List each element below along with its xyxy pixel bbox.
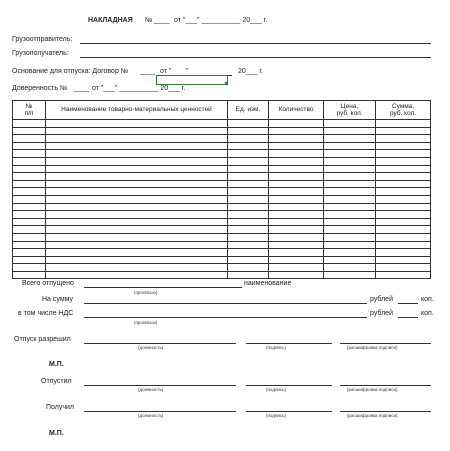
table-cell[interactable] [13,256,46,264]
table-cell[interactable] [324,211,376,219]
vat-words-caption: (прописью) [134,320,158,325]
table-cell[interactable] [46,211,228,219]
table-cell[interactable] [228,203,269,211]
table-cell[interactable] [376,233,431,241]
table-cell[interactable] [269,188,324,196]
table-row [13,211,431,219]
column-header-amount: Сумма, руб. коп. [376,101,431,120]
stamp-place-1: М.П. [49,361,64,368]
table-row [13,203,431,211]
fill-handle[interactable] [225,82,228,85]
table-cell[interactable] [269,157,324,165]
table-cell[interactable] [46,203,228,211]
table-cell[interactable] [13,233,46,241]
table-cell[interactable] [376,241,431,249]
document-date-field[interactable]: от "___" __________ 20___ г. [174,17,268,24]
table-row [13,249,431,257]
table-cell[interactable] [228,127,269,135]
table-cell[interactable] [13,203,46,211]
table-cell[interactable] [376,218,431,226]
released-position-field[interactable] [84,385,236,386]
table-row [13,180,431,188]
table-cell[interactable] [376,256,431,264]
permitted-decoding-caption: (расшифровка подписи) [347,345,398,350]
table-cell[interactable] [324,195,376,203]
table-row [13,241,431,249]
table-cell[interactable] [324,241,376,249]
table-cell[interactable] [228,150,269,158]
table-cell[interactable] [13,249,46,257]
table-cell[interactable] [13,188,46,196]
table-cell[interactable] [376,142,431,150]
table-cell[interactable] [324,203,376,211]
table-cell[interactable] [269,256,324,264]
table-cell[interactable] [13,127,46,135]
table-cell[interactable] [376,188,431,196]
column-header-number: № п/п [13,101,46,120]
contract-year-field[interactable]: 20___ г. [238,68,264,75]
table-cell[interactable] [269,226,324,234]
table-row [13,233,431,241]
table-cell[interactable] [376,195,431,203]
table-cell[interactable] [228,233,269,241]
table-cell[interactable] [269,271,324,279]
table-cell[interactable] [13,264,46,272]
table-cell[interactable] [228,180,269,188]
table-row [13,188,431,196]
table-row [13,173,431,181]
table-cell[interactable] [324,233,376,241]
received-position-caption: (должность) [138,413,164,418]
sum-label: На сумму [42,296,74,303]
table-cell[interactable] [13,271,46,279]
column-header-price: Цена, руб. коп. [324,101,376,120]
table-cell[interactable] [376,226,431,234]
table-cell[interactable] [13,165,46,173]
contract-date-quote: " [186,68,189,75]
table-cell[interactable] [324,173,376,181]
table-cell[interactable] [13,211,46,219]
table-row [13,127,431,135]
table-cell[interactable] [269,150,324,158]
table-cell[interactable] [228,188,269,196]
table-cell[interactable] [46,173,228,181]
table-cell[interactable] [46,142,228,150]
table-cell[interactable] [376,203,431,211]
stamp-place-2: М.П. [49,430,64,437]
table-cell[interactable] [46,195,228,203]
permitted-signature-field[interactable] [246,343,332,344]
table-cell[interactable] [46,150,228,158]
table-cell[interactable] [324,120,376,128]
table-cell[interactable] [376,157,431,165]
table-cell[interactable] [376,165,431,173]
column-header-name: Наименование товарно-материальных ценностей [46,101,228,120]
table-cell[interactable] [269,249,324,257]
table-cell[interactable] [376,249,431,257]
released-decoding-field[interactable] [340,385,431,386]
power-of-attorney-date-field[interactable]: от "___" __________ 20___ г. [92,85,186,92]
table-cell[interactable] [376,127,431,135]
table-cell[interactable] [228,249,269,257]
table-cell[interactable] [228,135,269,143]
released-signature-caption: (подпись) [266,387,287,392]
permitted-decoding-field[interactable] [340,343,431,344]
table-row [13,120,431,128]
table-cell[interactable] [324,135,376,143]
selected-cell[interactable] [156,75,228,85]
table-cell[interactable] [228,157,269,165]
vat-kop-field[interactable] [398,317,418,318]
table-cell[interactable] [46,165,228,173]
table-cell[interactable] [376,180,431,188]
table-row [13,165,431,173]
table-cell[interactable] [46,226,228,234]
table-cell[interactable] [228,241,269,249]
received-position-field[interactable] [84,411,236,412]
vat-label: в том числе НДС [18,310,74,317]
table-row [13,271,431,279]
consignee-label: Грузополучатель: [12,50,69,57]
sum-rub-label: рублей [370,296,393,303]
document-number-field[interactable]: ____ [154,17,170,24]
table-cell[interactable] [46,127,228,135]
table-cell[interactable] [13,218,46,226]
table-cell[interactable] [324,249,376,257]
table-cell[interactable] [13,173,46,181]
table-cell[interactable] [46,135,228,143]
shipper-label: Грузоотправитель: [12,36,73,43]
released-decoding-caption: (расшифровка подписи) [347,387,398,392]
table-cell[interactable] [269,195,324,203]
table-cell[interactable] [376,173,431,181]
table-cell[interactable] [324,218,376,226]
table-row [13,135,431,143]
released-position-caption: (должность) [138,387,164,392]
sum-kop-label: коп. [421,296,434,303]
goods-table [12,100,431,279]
released-signature-field[interactable] [246,385,332,386]
column-header-unit: Ед. изм. [228,101,269,120]
table-cell[interactable] [46,218,228,226]
table-cell[interactable] [228,218,269,226]
table-cell[interactable] [228,142,269,150]
table-cell[interactable] [324,226,376,234]
table-cell[interactable] [13,226,46,234]
vat-rub-label: рублей [370,310,393,317]
table-cell[interactable] [13,180,46,188]
table-cell[interactable] [269,241,324,249]
table-cell[interactable] [376,211,431,219]
table-cell[interactable] [269,173,324,181]
released-total-field[interactable] [84,287,242,288]
table-cell[interactable] [228,264,269,272]
table-cell[interactable] [228,226,269,234]
table-cell[interactable] [269,165,324,173]
table-cell[interactable] [13,157,46,165]
table-cell[interactable] [324,264,376,272]
table-row [13,157,431,165]
received-signature-field[interactable] [246,411,332,412]
table-header-row [13,101,431,120]
table-row [13,264,431,272]
table-cell[interactable] [269,264,324,272]
vat-kop-label: коп. [421,310,434,317]
table-cell[interactable] [269,218,324,226]
table-cell[interactable] [324,188,376,196]
table-cell[interactable] [46,188,228,196]
naming-label: наименование [244,280,292,287]
released-by-label: Отпустил [41,378,72,385]
table-cell[interactable] [269,142,324,150]
table-cell[interactable] [269,135,324,143]
sum-field[interactable] [84,303,367,304]
power-of-attorney-label: Доверенность № [12,85,68,92]
consignee-field[interactable] [80,57,431,58]
table-cell[interactable] [13,142,46,150]
table-row [13,218,431,226]
table-cell[interactable] [13,195,46,203]
table-cell[interactable] [46,157,228,165]
table-cell[interactable] [269,120,324,128]
release-permitted-label: Отпуск разрешил [14,336,71,343]
table-cell[interactable] [269,180,324,188]
table-row [13,142,431,150]
received-decoding-caption: (расшифровка подписи) [347,413,398,418]
table-cell[interactable] [324,127,376,135]
table-row [13,195,431,203]
permitted-position-field[interactable] [84,343,236,344]
table-cell[interactable] [228,211,269,219]
basis-label: Основание для отпуска: Договор № [12,68,129,75]
released-total-label: Всего отпущено [22,280,74,287]
table-cell[interactable] [324,271,376,279]
contract-number-field[interactable]: ____ [140,68,156,75]
received-decoding-field[interactable] [340,411,431,412]
permitted-position-caption: (должность) [138,345,164,350]
table-row [13,150,431,158]
table-cell[interactable] [324,157,376,165]
table-cell[interactable] [376,120,431,128]
received-by-label: Получил [46,404,74,411]
table-cell[interactable] [324,180,376,188]
column-header-quantity: Количество [269,101,324,120]
table-cell[interactable] [13,241,46,249]
table-cell[interactable] [324,165,376,173]
table-cell[interactable] [269,127,324,135]
permitted-signature-caption: (подпись) [266,345,287,350]
table-cell[interactable] [46,233,228,241]
table-cell[interactable] [324,150,376,158]
table-cell[interactable] [324,142,376,150]
table-cell[interactable] [46,264,228,272]
table-cell[interactable] [46,241,228,249]
table-cell[interactable] [269,203,324,211]
table-cell[interactable] [269,233,324,241]
table-cell[interactable] [228,120,269,128]
table-cell[interactable] [376,271,431,279]
table-cell[interactable] [46,256,228,264]
table-cell[interactable] [46,271,228,279]
table-cell[interactable] [376,135,431,143]
table-cell[interactable] [269,211,324,219]
shipper-field[interactable] [80,43,431,44]
table-cell[interactable] [228,173,269,181]
sum-kop-field[interactable] [398,303,418,304]
table-cell[interactable] [46,249,228,257]
table-cell[interactable] [46,120,228,128]
table-cell[interactable] [324,256,376,264]
table-cell[interactable] [13,120,46,128]
table-cell[interactable] [228,195,269,203]
table-cell[interactable] [46,180,228,188]
table-row [13,256,431,264]
document-number-label: № [145,17,153,24]
table-cell[interactable] [228,165,269,173]
vat-field[interactable] [84,317,367,318]
contract-date-open: от " [160,68,172,75]
received-signature-caption: (подпись) [266,413,287,418]
table-cell[interactable] [376,150,431,158]
power-of-attorney-number-field[interactable]: ____ [74,85,90,92]
table-cell[interactable] [376,264,431,272]
released-words-caption: (прописью) [134,290,158,295]
table-cell[interactable] [228,256,269,264]
table-cell[interactable] [13,135,46,143]
table-cell[interactable] [228,271,269,279]
table-row [13,226,431,234]
document-title: НАКЛАДНАЯ [88,17,133,24]
table-cell[interactable] [13,150,46,158]
